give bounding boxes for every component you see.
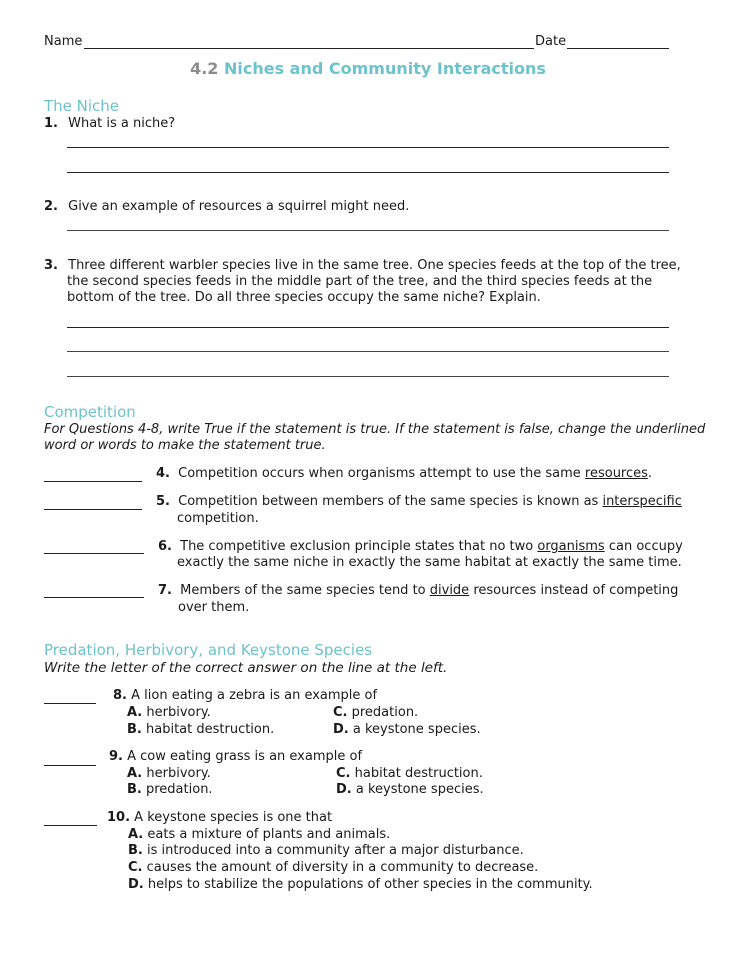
q10-a-text: eats a mixture of plants and animals. <box>147 827 391 842</box>
q9-b-text: predation. <box>146 782 213 797</box>
q8-choice-c[interactable] <box>333 705 418 722</box>
q10-c-text: causes the amount of diversity in a community to decrease. <box>146 860 539 875</box>
q8-a-letter: A. <box>127 705 143 720</box>
question-7 <box>158 583 678 600</box>
q6-number: 6. <box>158 539 172 554</box>
q2-text: Give an example of resources a squirrel might need. <box>68 199 410 214</box>
question-10 <box>107 810 332 827</box>
q10-b-letter: B. <box>128 843 143 858</box>
q8-b-letter: B. <box>127 722 142 737</box>
q8-c-text: predation. <box>351 705 419 720</box>
competition-heading: Competition <box>44 403 136 421</box>
q10-choice-a[interactable] <box>128 827 390 844</box>
q8-c-letter: C. <box>333 705 348 720</box>
question-1 <box>44 116 175 133</box>
date-field[interactable] <box>567 48 669 49</box>
q3-answer-line-2[interactable] <box>67 351 669 352</box>
q4-number: 4. <box>156 466 170 481</box>
question-2 <box>44 199 409 216</box>
q3-line-2: the second species feeds in the middle part of the tree, and the third species feeds at the <box>67 274 653 289</box>
q6-after: can occupy <box>604 539 683 554</box>
q9-answer-blank[interactable] <box>44 765 96 766</box>
q2-answer-line[interactable] <box>67 230 669 231</box>
q8-answer-blank[interactable] <box>44 703 96 704</box>
q10-choice-c[interactable] <box>128 860 538 877</box>
q3-line-1: Three different warbler species live in the same tree. One species feeds at the top of the tree, <box>68 258 681 273</box>
q10-b-text: is introduced into a community after a major disturbance. <box>147 843 524 858</box>
q3-number: 3. <box>44 258 58 273</box>
q6-text: The competitive exclusion principle states that no two <box>180 539 538 554</box>
q10-a-letter: A. <box>128 827 144 842</box>
question-4 <box>156 466 652 483</box>
q8-choice-b[interactable] <box>127 722 274 739</box>
title-text: Niches and Community Interactions <box>223 59 546 78</box>
q5-underlined: interspecific <box>602 494 682 509</box>
q8-d-letter: D. <box>333 722 349 737</box>
q4-after: . <box>647 466 653 481</box>
date-label: Date <box>535 34 567 49</box>
q7-number: 7. <box>158 583 172 598</box>
q9-c-text: habitat destruction. <box>354 766 483 781</box>
q9-choice-b[interactable] <box>127 782 213 799</box>
question-3 <box>44 258 681 275</box>
q7-text: Members of the same species tend to <box>180 583 430 598</box>
q10-text: A keystone species is one that <box>134 810 333 825</box>
q4-text: Competition occurs when organisms attempt to use the same <box>178 466 585 481</box>
q8-number: 8. <box>113 688 127 703</box>
q10-d-letter: D. <box>128 877 144 892</box>
q9-text: A cow eating grass is an example of <box>127 749 363 764</box>
q9-c-letter: C. <box>336 766 351 781</box>
q9-choice-c[interactable] <box>336 766 483 783</box>
q6-underlined: organisms <box>537 539 605 554</box>
q9-choice-d[interactable] <box>336 782 484 799</box>
question-6 <box>158 539 683 556</box>
niche-heading: The Niche <box>44 97 120 115</box>
q5-text: Competition between members of the same species is known as <box>178 494 603 509</box>
q10-c-letter: C. <box>128 860 143 875</box>
predation-heading: Predation, Herbivory, and Keystone Species <box>44 641 373 659</box>
question-9 <box>109 749 362 766</box>
q7-underlined: divide <box>429 583 470 598</box>
competition-instructions-1: For Questions 4-8, write True if the statement is true. If the statement is false, change the underlined <box>44 422 706 437</box>
q5-number: 5. <box>156 494 170 509</box>
q5-answer-blank[interactable] <box>44 509 142 510</box>
q9-a-letter: A. <box>127 766 143 781</box>
q9-d-text: a keystone species. <box>355 782 484 797</box>
predation-instructions: Write the letter of the correct answer on the line at the left. <box>44 660 448 676</box>
q4-answer-blank[interactable] <box>44 481 142 482</box>
q7-answer-blank[interactable] <box>44 597 144 598</box>
page-title <box>0 59 736 78</box>
q7-after: resources instead of competing <box>469 583 679 598</box>
q9-choice-a[interactable] <box>127 766 211 783</box>
q8-b-text: habitat destruction. <box>146 722 275 737</box>
q9-d-letter: D. <box>336 782 352 797</box>
q1-number: 1. <box>44 116 58 131</box>
name-field[interactable] <box>84 48 534 49</box>
q10-choice-d[interactable] <box>128 877 593 894</box>
question-8 <box>113 688 377 705</box>
q8-choice-a[interactable] <box>127 705 211 722</box>
q9-number: 9. <box>109 749 123 764</box>
competition-instructions-2: word or words to make the statement true. <box>44 438 326 453</box>
q6-line-2: exactly the same niche in exactly the same habitat at exactly the same time. <box>177 555 682 570</box>
q10-number: 10. <box>107 810 131 825</box>
q9-b-letter: B. <box>127 782 142 797</box>
q8-choice-d[interactable] <box>333 722 481 739</box>
q10-choice-b[interactable] <box>128 843 524 860</box>
q3-answer-line-3[interactable] <box>67 376 669 377</box>
q6-answer-blank[interactable] <box>44 553 144 554</box>
q9-a-text: herbivory. <box>146 766 211 781</box>
title-number: 4.2 <box>190 59 219 78</box>
q8-a-text: herbivory. <box>146 705 211 720</box>
question-5 <box>156 494 682 511</box>
q3-line-3: bottom of the tree. Do all three species occupy the same niche? Explain. <box>67 290 541 305</box>
q10-answer-blank[interactable] <box>44 825 97 826</box>
q1-text: What is a niche? <box>68 116 176 131</box>
q8-d-text: a keystone species. <box>352 722 481 737</box>
q8-text: A lion eating a zebra is an example of <box>131 688 378 703</box>
q5-line-2: competition. <box>177 511 259 526</box>
name-label: Name <box>44 34 83 49</box>
q1-answer-line-2[interactable] <box>67 172 669 173</box>
q1-answer-line-1[interactable] <box>67 147 669 148</box>
q3-answer-line-1[interactable] <box>67 327 669 328</box>
q4-underlined: resources <box>584 466 648 481</box>
q2-number: 2. <box>44 199 58 214</box>
q7-line-2: over them. <box>178 600 250 615</box>
q10-d-text: helps to stabilize the populations of other species in the community. <box>147 877 593 892</box>
